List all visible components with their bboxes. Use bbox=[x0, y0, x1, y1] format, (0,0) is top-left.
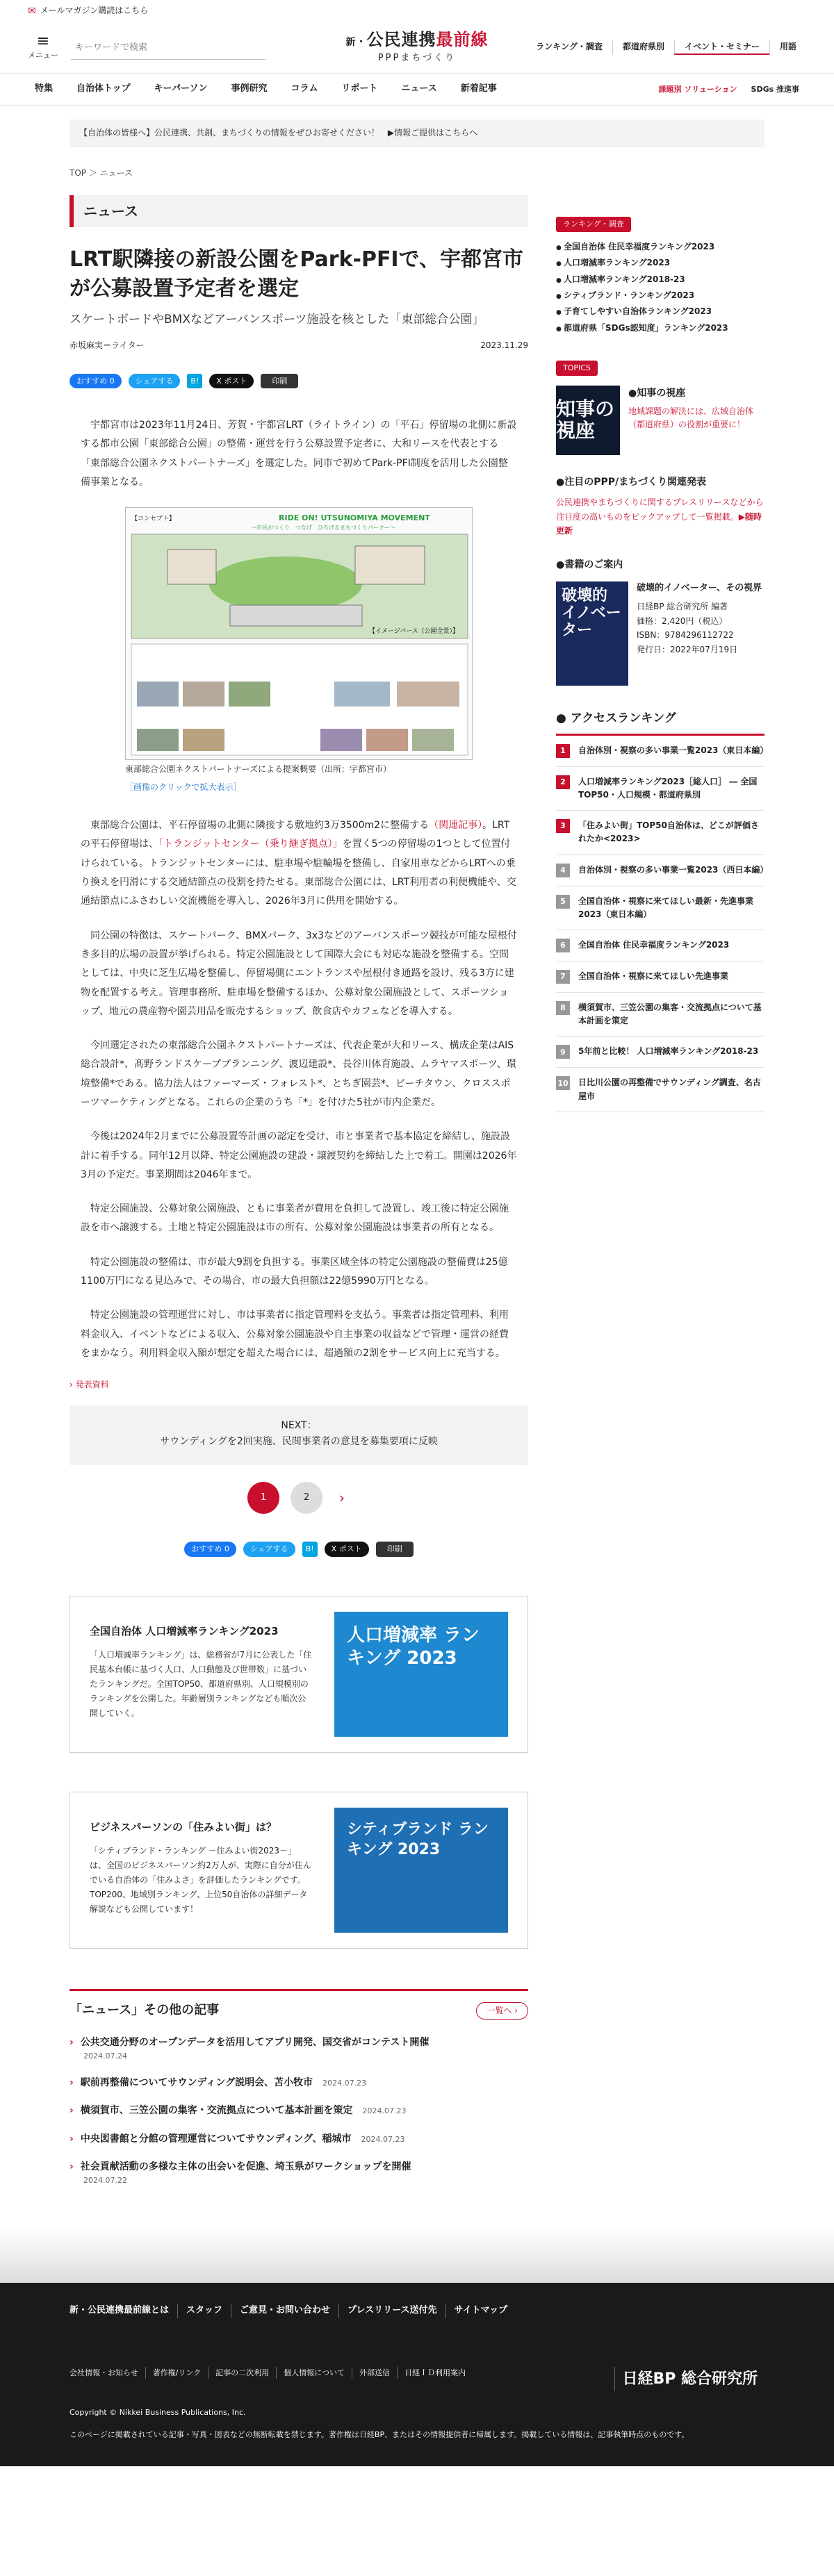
article-subtitle: スケートボードやBMXなどアーバンスポーツ施設を核とした「東部総合公園」 bbox=[70, 313, 484, 327]
topic-title: ●知事の視座 bbox=[628, 387, 686, 399]
page-1-button[interactable]: 1 bbox=[247, 1482, 279, 1514]
logo-red: 最前線 bbox=[436, 30, 489, 49]
paragraph-2 bbox=[70, 816, 528, 911]
list-item-title: 駅前再整備についてサウンディング説明会、苫小牧市 bbox=[80, 2077, 313, 2088]
chevron-right-icon: › bbox=[70, 2105, 74, 2117]
paragraph-3: 同公園の特徴は、スケートパーク、BMXパーク、3x3などのアーバンスポーツ競技が可能な屋根付き多目的広場の設置が挙げられる。特定公園施設として国際大会にも対応な施設を整備する。空間としては、中央に芝生広場を整備し、停留場側にエントランスや屋根付き通路を設け、残る3方に建物を配置する考え。管理事務所、駐車場を整備するほか、公募対象公園施設として、スポーツショップ、地元の農産物や園芸用品を販売するショップ、飲食店やカフェなどを導入する。 bbox=[81, 930, 517, 1017]
nav-solution[interactable]: 課題別 ソリューション bbox=[658, 84, 737, 94]
logo-main: 公民連携 bbox=[366, 30, 436, 49]
ppp-releases[interactable] bbox=[556, 474, 764, 538]
list-item-title: 横須賀市、三笠公園の集客・交流拠点について基本計画を策定 bbox=[80, 2105, 353, 2117]
ranking-link[interactable]: ● 子育てしやすい自治体ランキング2023 bbox=[556, 304, 764, 320]
access-item[interactable] bbox=[556, 1068, 764, 1112]
footer-note: このページに掲載されている記事・写真・図表などの無断転載を禁じます。著作権は日経BP、またはその情報提供者に帰属します。掲載している情報は、記事執筆時点のものです。 bbox=[70, 2429, 689, 2439]
book-author: 日経BP 総合研究所 編著 bbox=[637, 602, 728, 612]
hamburger-icon: ≡ bbox=[36, 32, 50, 50]
nav-report[interactable]: リポート bbox=[341, 83, 378, 94]
paragraph-8: 特定公園施設の管理運営に対し、市は事業者に指定管理料を支払う。事業者は指定管理料、利用料金収入、イベントなどによる収入、公募対象公園施設や自主事業の収益などで管理・運営の経費をまかなう。利用料金収入額が想定を超えた場合には、超過額の2割をサービス向上に充当する。 bbox=[81, 1310, 509, 1359]
share-button[interactable]: シェアする bbox=[129, 374, 181, 389]
next-title: サウンディングを2回実施、民間事業者の意見を募集要項に反映 bbox=[160, 1435, 438, 1447]
topics-badge: TOPICS bbox=[556, 361, 598, 376]
access-item[interactable] bbox=[556, 1037, 764, 1068]
proposal-illustration bbox=[126, 508, 473, 760]
promo-city-brand[interactable] bbox=[70, 1792, 528, 1949]
p2-text-b: 。LRTの平石停留場は、 bbox=[81, 820, 510, 850]
rank-number: 10 bbox=[556, 1076, 570, 1090]
chevron-right-icon: › bbox=[70, 2036, 74, 2048]
sidebar bbox=[556, 195, 769, 2199]
access-ranking-title: ● アクセスランキング bbox=[556, 709, 764, 736]
footer-link-press[interactable]: プレスリリース送付先 bbox=[338, 2304, 445, 2318]
press-release-link[interactable]: › 発表資料 bbox=[70, 1380, 109, 1390]
paragraph-5: 今後は2024年2月までに公募設置等計画の認定を受け、市と事業者で基本協定を締結し、施設設計に着手する。同年12月以降、特定公園施設の建設・譲渡契約を締結した上で着工。開園は2026年3月の予定だ。事業期間は2046年まで。 bbox=[81, 1131, 517, 1180]
header-links bbox=[526, 40, 806, 55]
book-price: 価格：2,420円（税込） bbox=[637, 616, 728, 626]
fig-sub: ～市民がつくり つなげ ひろげるまちづくりパークー～ bbox=[251, 525, 395, 531]
p2-text-c: を置く5つの停留場の1つとして位置付けられている。トランジットセンターには、駐車場や駐輪場を整備し、自家用車などからLRTへの乗り換えを円滑にする交通結節点の役割を持たせる。東部総合公園には、LRT利用者の利便機能や、交通結節点にふさわしい交流機能を導入し、2026年3月に供用を開始する。 bbox=[81, 839, 516, 907]
next-label: NEXT： bbox=[281, 1420, 317, 1432]
share-bar bbox=[70, 374, 528, 389]
x-post-button-bottom[interactable]: X ポスト bbox=[325, 1542, 369, 1557]
book-section-title: ●書籍のご案内 bbox=[556, 559, 623, 571]
share-bar-bottom bbox=[70, 1542, 528, 1557]
skyline-illustration bbox=[0, 2227, 834, 2283]
access-item[interactable] bbox=[556, 811, 764, 854]
related-article-link[interactable]: （関連記事） bbox=[429, 820, 483, 832]
header-link-event[interactable]: イベント・セミナー bbox=[674, 40, 769, 55]
footer-link-company[interactable]: 会社情報・お知らせ bbox=[70, 2368, 138, 2377]
rank-number: 4 bbox=[556, 864, 570, 877]
rank-number: 8 bbox=[556, 1001, 570, 1015]
paragraph-7: 特定公園施設の整備は、市が最大9割を負担する。事業区域全体の特定公園施設の整備費は25億1100万円になる見込みで、その場合、市の最大負担額は22億5990万円となる。 bbox=[81, 1256, 508, 1287]
list-item-title: 公共交通分野のオープンデータを活用してアプリ開発、国交省がコンテスト開催 bbox=[80, 2036, 430, 2048]
footer-link-contact[interactable]: ご意見・お問い合わせ bbox=[231, 2304, 338, 2318]
promo1-title: 全国自治体 人口増減率ランキング2023 bbox=[90, 1625, 279, 1638]
menu-button[interactable] bbox=[28, 34, 58, 62]
nav-column[interactable]: コラム bbox=[291, 83, 318, 94]
ranking-link[interactable]: ● 人口増減率ランキング2018-23 bbox=[556, 272, 764, 288]
paragraph-6: 特定公園施設、公募対象公園施設、ともに事業者が費用を負担して設置し、竣工後に特定公園施設を市へ譲渡する。土地と特定公園施設は市の所有、公募対象公園施設は事業者の所有となる。 bbox=[81, 1203, 509, 1234]
paragraph-4: 今回選定されたの東部総合公園ネクストパートナーズは、代表企業が大和リース、構成企業はAIS総合設計*、髙野ランドスケーププランニング、渡辺建設*、長谷川体育施設、ムラヤマスポーツ、環境整備*である。協力法人はファーマーズ・フォレスト*、とちぎ園芸*、ビーチタウン、クロススポーツマーケティングとなる。これらの企業のうち「*」を付けた5社が市内企業だ。 bbox=[81, 1040, 516, 1108]
list-item-date: 2024.07.23 bbox=[322, 2078, 367, 2088]
breadcrumb[interactable]: TOP ＞ ニュース bbox=[70, 168, 133, 178]
rank-number: 7 bbox=[556, 970, 570, 984]
topic-governor[interactable] bbox=[556, 386, 764, 455]
promo2-title: ビジネスパーソンの「住みよい街」は？ bbox=[90, 1821, 277, 1834]
promo1-image-text: 人口増減率 ランキング 2023 bbox=[347, 1625, 480, 1669]
print-button-bottom[interactable]: 印刷 bbox=[376, 1542, 414, 1557]
access-item[interactable] bbox=[556, 886, 764, 930]
header-link-ranking[interactable]: ランキング・調査 bbox=[536, 41, 603, 51]
rank-number: 3 bbox=[556, 819, 570, 833]
x-post-button[interactable]: X ポスト bbox=[209, 374, 254, 389]
article-column bbox=[70, 195, 528, 2199]
rank-number: 9 bbox=[556, 1045, 570, 1059]
footer-link-copyright[interactable]: 著作権/リンク bbox=[145, 2367, 208, 2379]
list-item[interactable] bbox=[70, 2075, 528, 2090]
transit-center-link[interactable]: 「トランジットセンター（乗り継ぎ拠点）」 bbox=[158, 839, 343, 850]
chevron-right-icon: › bbox=[70, 2133, 74, 2145]
next-page-box[interactable] bbox=[70, 1405, 528, 1465]
book-isbn: ISBN：9784296112722 bbox=[637, 630, 734, 641]
footer-link-sitemap[interactable]: サイトマップ bbox=[445, 2304, 516, 2318]
ranking-badge: ランキング・調査 bbox=[556, 217, 631, 232]
main-nav bbox=[0, 74, 834, 106]
fig-concept: 【コンセプト】 bbox=[131, 515, 176, 523]
ranking-list bbox=[556, 239, 764, 336]
access-item-title: 日比川公園の再整備でサウンディング調査、名古屋市 bbox=[578, 1078, 761, 1101]
facebook-like-button-bottom[interactable]: おすすめ 0 bbox=[184, 1542, 236, 1557]
nav-news[interactable]: ニュース bbox=[401, 83, 437, 94]
article-title: LRT駅隣接の新設公園をPark-PFIで、宇都宮市が公募設置予定者を選定 bbox=[70, 247, 523, 302]
access-item-title: 全国自治体・視察に来てほしい最新・先進事業2023（東日本編） bbox=[578, 895, 754, 919]
ppp-title: ●注目のPPP/まちづくり関連発表 bbox=[556, 476, 706, 488]
article-date: 2023.11.29 bbox=[480, 340, 528, 351]
rank-number: 2 bbox=[556, 775, 570, 789]
access-item[interactable] bbox=[556, 736, 769, 767]
list-item-title: 中央図書館と分館の管理運営についてサウンディング、稲城市 bbox=[80, 2133, 352, 2145]
article-author: 赤坂麻実＝ライター bbox=[70, 340, 145, 351]
access-item-title: 全国自治体 住民幸福度ランキング2023 bbox=[578, 939, 730, 950]
list-item-date: 2024.07.22 bbox=[83, 2176, 127, 2186]
promo2-image-text: シティブランド ランキング 2023 bbox=[347, 1821, 489, 1858]
article-body bbox=[70, 416, 528, 1363]
footer-link-reuse[interactable]: 記事の二次利用 bbox=[208, 2367, 276, 2379]
view-list-button[interactable]: 一覧へ › bbox=[476, 2002, 528, 2020]
nav-case[interactable]: 事例研究 bbox=[231, 83, 268, 94]
promo2-desc: 「シティブランド・ランキング －住みよい街2023－」は、全国のビジネスパーソン約2万人が、実際に自分が住んでいる自治体の「住みよさ」を評価したランキングです。TOP200、地域別ランキング、上位50自治体の詳細データ解説なども公開しています！ bbox=[90, 1846, 311, 1915]
access-item-title: 横須賀市、三笠公園の集客・交流拠点について基本計画を策定 bbox=[578, 1002, 762, 1026]
nav-sdgs[interactable]: SDGs 推進事 bbox=[751, 84, 799, 94]
list-item-date: 2024.07.23 bbox=[361, 2134, 405, 2144]
figure-caption: 東部総合公園ネクストパートナーズによる提案概要（出所：宇都宮市） bbox=[125, 764, 392, 775]
list-item[interactable] bbox=[70, 2035, 528, 2063]
book-name[interactable]: 破壊的イノベーター、その視界 bbox=[637, 582, 762, 593]
chevron-right-icon[interactable]: › bbox=[339, 1489, 345, 1507]
topic-image: 知事の視座 bbox=[556, 386, 620, 455]
copyright: Copyright © Nikkei Business Publications, Inc. bbox=[70, 2408, 246, 2418]
promo1-image bbox=[334, 1612, 508, 1737]
list-item-date: 2024.07.24 bbox=[83, 2051, 127, 2061]
notice-banner[interactable]: 【自治体の皆様へ】公民連携、共創、まちづくりの情報をぜひお寄せください！ ▶情報ご提供はこちらへ bbox=[70, 119, 764, 147]
site-logo[interactable] bbox=[327, 26, 507, 66]
facebook-like-button[interactable]: おすすめ 0 bbox=[70, 374, 122, 389]
topic-desc: 地域課題の解決には、広域自治体（都道府県）の役割が重要に！ bbox=[628, 406, 754, 430]
access-item-title: 全国自治体・視察に来てほしい先進事業 bbox=[578, 971, 729, 981]
access-item[interactable] bbox=[556, 961, 764, 993]
list-item[interactable] bbox=[70, 2131, 528, 2147]
promo-population-ranking[interactable] bbox=[70, 1596, 528, 1753]
footer-link-external[interactable]: 外部送信 bbox=[352, 2367, 397, 2379]
hatena-button[interactable]: B! bbox=[187, 374, 202, 389]
print-button[interactable]: 印刷 bbox=[261, 374, 298, 389]
logo-prefix: 新・ bbox=[345, 37, 367, 48]
search-input[interactable] bbox=[71, 36, 265, 60]
footer-link-about[interactable]: 新・公民連携最前線とは bbox=[70, 2304, 170, 2315]
nav-feature[interactable]: 特集 bbox=[35, 83, 54, 94]
chevron-right-icon: › bbox=[70, 2161, 74, 2172]
paragraph-1: 宇都宮市は2023年11月24日、芳賀・宇都宮LRT（ライトライン）の「平石」停留場の北側に新設する都市公園「東部総合公園」の整備・運営を行う公募設置予定者に、大和リースを代表とする「東部総合公園ネクストパートナーズ」を選定した。同市で初めてPark-PFI制度を活用した公園整備事業となる。 bbox=[81, 420, 517, 488]
ranking-link[interactable]: ● 人口増減率ランキング2023 bbox=[556, 255, 764, 271]
footer-link-staff[interactable]: スタッフ bbox=[177, 2304, 231, 2318]
p2-text-a: 東部総合公園は、平石停留場の北側に隣接する敷地約3万3500m2に整備する bbox=[90, 820, 430, 832]
nav-top[interactable]: 自治体トップ bbox=[76, 83, 131, 94]
nav-keyperson[interactable]: キーパーソン bbox=[154, 83, 208, 94]
section-title: ニュース bbox=[70, 195, 528, 227]
other-articles-title: 「ニュース」その他の記事 bbox=[70, 2003, 220, 2018]
access-item-title: 5年前と比較！ 人口増減率ランキング2018-23 bbox=[578, 1046, 759, 1057]
ranking-link[interactable]: ● シティブランド・ランキング2023 bbox=[556, 288, 764, 304]
rank-number: 1 bbox=[556, 744, 570, 758]
book-cover[interactable]: 破壊的イノベーター bbox=[556, 581, 628, 686]
access-item[interactable] bbox=[556, 993, 764, 1037]
ppp-desc: 公民連携やまちづくりに関するプレスリリースなどから注目度の高いものをピックアップして一覧掲載。 bbox=[556, 497, 764, 522]
ppp-update-link[interactable]: ▶随時更新 bbox=[556, 511, 762, 536]
newsletter-link[interactable]: メールマガジン購読はこちら bbox=[40, 6, 149, 16]
footer-link-nikkei-id[interactable]: 日経ＩＤ利用案内 bbox=[397, 2367, 473, 2379]
ranking-link[interactable]: ● 都道府県「SDGs認知度」ランキング2023 bbox=[556, 320, 764, 336]
page-2-button[interactable]: 2 bbox=[291, 1482, 322, 1514]
site-footer bbox=[0, 2283, 834, 2466]
header-link-glossary[interactable]: 用語 bbox=[769, 40, 806, 55]
access-ranking bbox=[556, 709, 769, 1112]
list-item-title: 社会貢献活動の多様な主体の出会いを促進、埼玉県がワークショップを開催 bbox=[80, 2161, 411, 2172]
ranking-link[interactable]: ● 全国自治体 住民幸福度ランキング2023 bbox=[556, 239, 764, 255]
access-item-title: 人口増減率ランキング2023［総人口］ ― 全国TOP50・人口規模・都道府県別 bbox=[578, 776, 758, 800]
book-info bbox=[556, 557, 764, 685]
access-item-title: 「住みよい街」TOP50自治体は、どこが評価されたか<2023> bbox=[578, 820, 759, 844]
enlarge-image-link[interactable]: ［画像のクリックで拡大表示］ bbox=[125, 782, 242, 792]
access-item-title: 自治体別・視察の多い事業一覧2023（東日本編） bbox=[578, 745, 769, 755]
hatena-button-bottom[interactable]: B! bbox=[302, 1542, 318, 1557]
promo2-image bbox=[334, 1808, 508, 1933]
promo1-desc: 「人口増減率ランキング」は、総務省が7月に公表した「住民基本台帳に基づく人口、人口動態及び世帯数」に基づいたランキングだ。全国TOP50、都道府県別、人口規模別のランキングを公開した。年齢層別ランキングなども順次公開していく。 bbox=[90, 1650, 312, 1719]
rank-number: 5 bbox=[556, 895, 570, 909]
share-button-bottom[interactable]: シェアする bbox=[243, 1542, 295, 1557]
other-articles bbox=[70, 1989, 528, 2187]
list-item[interactable] bbox=[70, 2103, 528, 2118]
chevron-right-icon: › bbox=[70, 2077, 74, 2088]
menu-label: メニュー bbox=[28, 50, 58, 60]
topbar bbox=[0, 0, 834, 22]
book-date: 発行日：2022年07月19日 bbox=[637, 644, 738, 654]
pagination bbox=[70, 1482, 528, 1514]
access-item[interactable] bbox=[556, 767, 764, 811]
access-item[interactable] bbox=[556, 855, 769, 886]
footer-brand-logo[interactable]: 日経BP 総合研究所 bbox=[614, 2367, 764, 2391]
logo-sub: PPPまちづくり bbox=[377, 53, 457, 64]
list-item[interactable] bbox=[70, 2159, 528, 2187]
fig-heading: RIDE ON! UTSUNOMIYA MOVEMENT bbox=[279, 513, 430, 523]
access-item[interactable] bbox=[556, 930, 764, 961]
rank-number: 6 bbox=[556, 939, 570, 952]
proposal-image[interactable] bbox=[125, 507, 473, 760]
mail-icon: ✉ bbox=[28, 5, 36, 17]
site-header bbox=[0, 22, 834, 74]
footer-link-privacy[interactable]: 個人情報について bbox=[276, 2367, 352, 2379]
access-item-title: 自治体別・視察の多い事業一覧2023（西日本編） bbox=[578, 864, 769, 875]
list-item-date: 2024.07.23 bbox=[362, 2106, 407, 2116]
fig-image-label: 【イメージパース（公園全景）】 bbox=[369, 628, 459, 636]
figure[interactable] bbox=[125, 507, 473, 795]
nav-latest[interactable]: 新着記事 bbox=[460, 83, 497, 94]
header-link-prefecture[interactable]: 都道府県別 bbox=[612, 40, 674, 55]
